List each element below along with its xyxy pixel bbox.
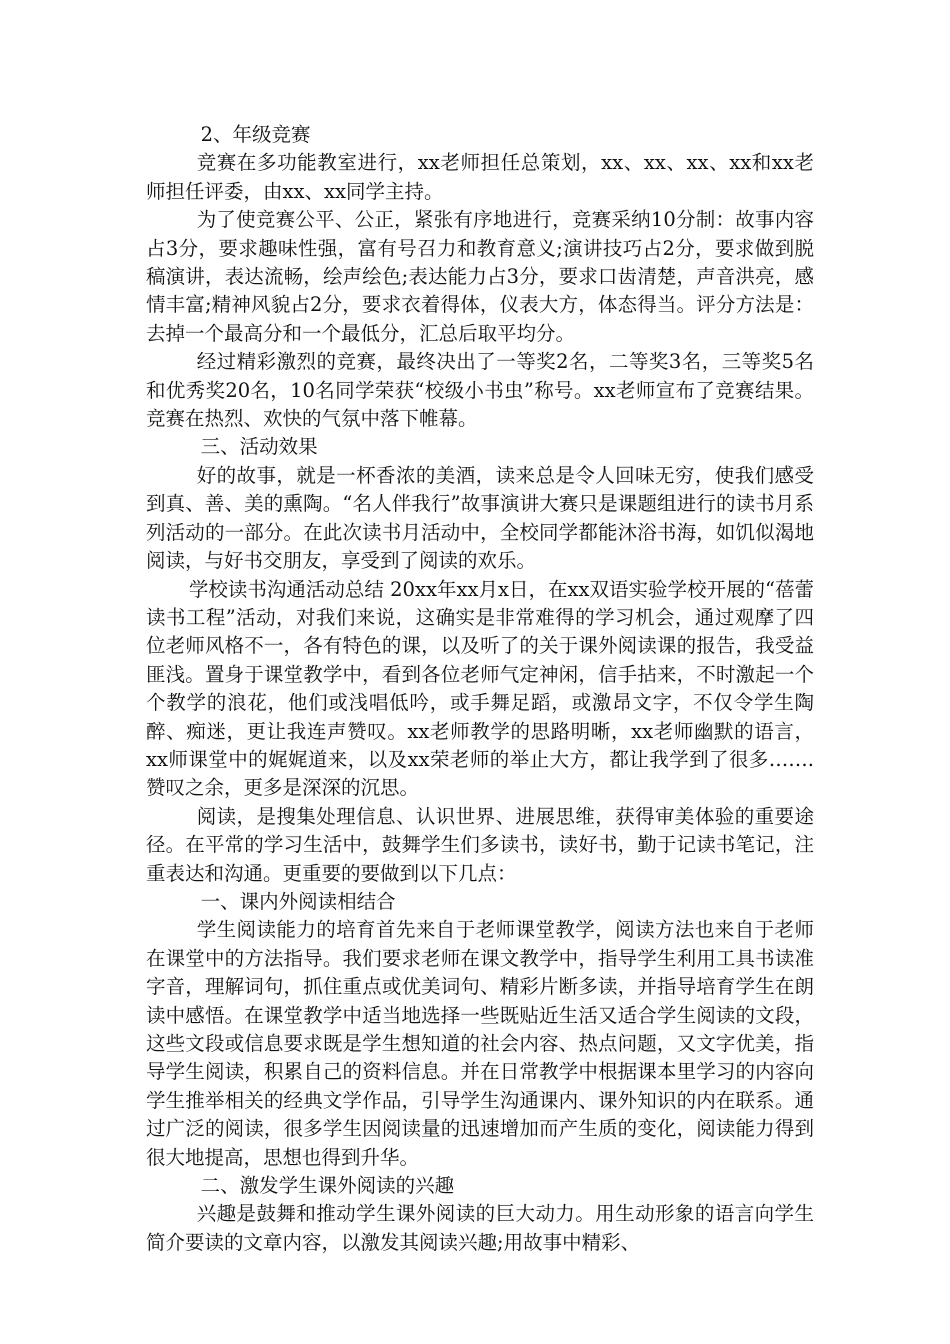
paragraph-scoring-rules: 为了使竞赛公平、公正，紧张有序地进行，竞赛采纳10分制：故事内容占3分，要求趣味性强，富有号召力和教育意义;演讲技巧占2分，要求做到脱稿演讲，表达流畅，绘声绘色;表达能力占3分，要求口齿清楚，声音洪亮，感情丰富;精神风貌占2分，要求衣着得体，仪表大方，体态得当。评分方法是：去掉一个最高分和一个最低分，汇总后取平均分。	[146, 208, 814, 345]
paragraph-reading-interest: 兴趣是鼓舞和推动学生课外阅读的巨大动力。用生动形象的语言向学生简介要读的文章内容，以激发其阅读兴趣;用故事中精彩、	[146, 1202, 814, 1254]
section-heading-activity-effect: 三、活动效果	[200, 435, 318, 459]
document-page	[146, 121, 814, 1257]
paragraph-reading-importance: 阅读，是搜集处理信息、认识世界、进展思维，获得审美体验的重要途径。在平常的学习生活中，鼓舞学生们多读书，读好书，勤于记读书笔记，注重表达和沟通。更重要的要做到以下几点：	[146, 804, 814, 885]
paragraph-reading-summary: 学校读书沟通活动总结 20xx年xx月x日，在xx双语实验学校开展的“蓓蕾读书工程”活动，对我们来说，这确实是非常难得的学习机会，通过观摩了四位老师风格不一，各有特色的课，以及听了的关于课外阅读课的报告，我受益匪浅。置身于课堂教学中，看到各位老师气定神闲，信手拈来，不时激起一个个教学的浪花，他们或浅唱低吟，或手舞足蹈，或激昂文字，不仅令学生陶醉、痴迷，更让我连声赞叹。xx老师教学的思路明晰，xx老师幽默的语言，xx师课堂中的娓娓道来，以及xx荣老师的举止大方，都让我学到了很多…….赞叹之余，更多是深深的沉思。	[146, 577, 814, 800]
paragraph-contest-results: 经过精彩激烈的竞赛，最终决出了一等奖2名，二等奖3名，三等奖5名和优秀奖20名，10名同学荣获“校级小书虫”称号。xx老师宣布了竞赛结果。竞赛在热烈、欢快的气氛中落下帷幕。	[146, 350, 814, 431]
section-heading-reading-interest: 二、激发学生课外阅读的兴趣	[200, 1174, 455, 1198]
paragraph-classroom-teaching: 学生阅读能力的培育首先来自于老师课堂教学，阅读方法也来自于老师在课堂中的方法指导。我们要求老师在课文教学中，指导学生利用工具书读准字音，理解词句，抓住重点或优美词句、精彩片断多读，并指导培育学生在朗读中感悟。在课堂教学中适当地选择一些既贴近生活又适合学生阅读的文段，这些文段或信息要求既是学生想知道的社会内容、热点问题，又文字优美，指导学生阅读，积累自己的资料信息。并在日常教学中根据课本里学习的内容向学生推举相关的经典文学作品，引导学生沟通课内、课外知识的内在联系。通过广泛的阅读，很多学生因阅读量的迅速增加而产生质的变化，阅读能力得到很大地提高，思想也得到升华。	[146, 918, 814, 1169]
section-heading-in-out-class: 一、课内外阅读相结合	[200, 889, 396, 913]
paragraph-contest-venue: 竞赛在多功能教室进行，xx老师担任总策划，xx、xx、xx、xx和xx老师担任评委，由xx、xx同学主持。	[146, 151, 814, 203]
paragraph-activity-effect: 好的故事，就是一杯香浓的美酒，读来总是令人回味无穷，使我们感受到真、善、美的熏陶。“名人伴我行”故事演讲大赛只是课题组进行的读书月系列活动的一部分。在此次读书月活动中，全校同学都能沐浴书海，如饥似渴地阅读，与好书交朋友，享受到了阅读的欢乐。	[146, 463, 814, 573]
section-heading-grade-contest: 2、年级竞赛	[200, 123, 311, 146]
